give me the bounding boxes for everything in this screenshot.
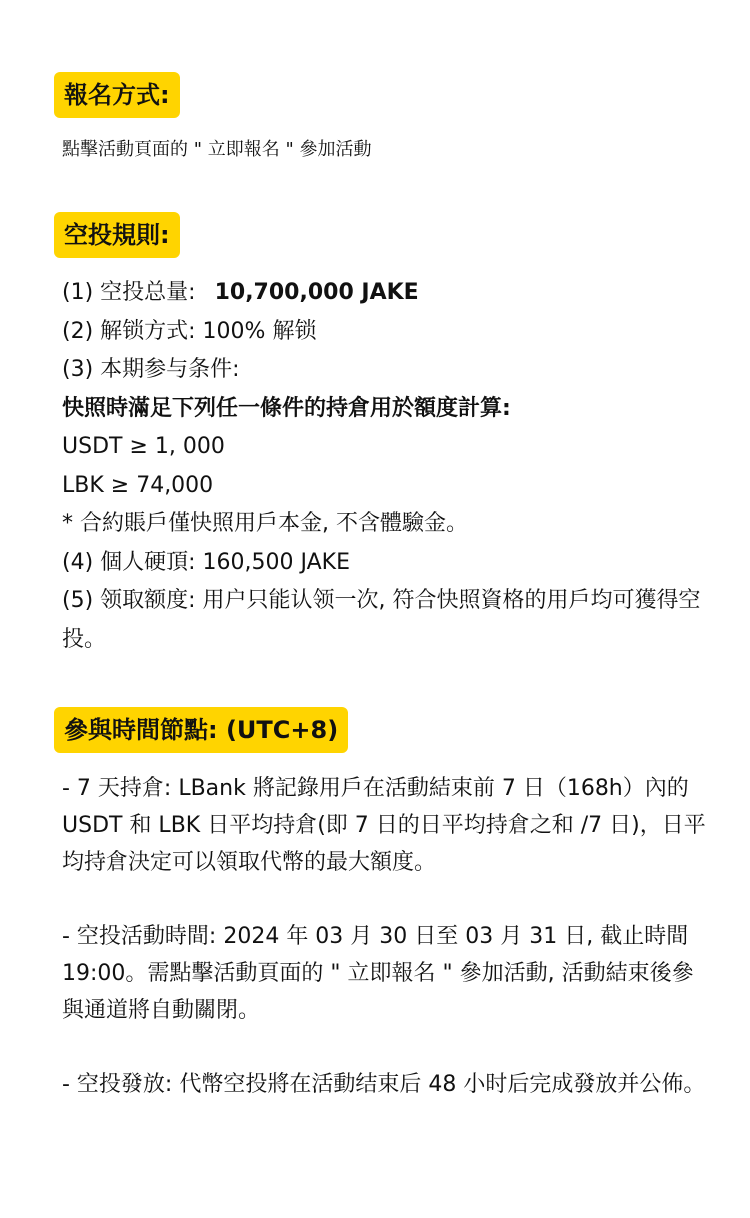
timeline-distribution-paragraph: - 空投發放: 代幣空投將在活動结束后 48 小时后完成發放并公佈。 (62, 1072, 706, 1097)
rule-total-label: (1) 空投总量: (62, 280, 196, 305)
timeline-holding-paragraph: - 7 天持倉: LBank 將記錄用戶在活動結束前 7 日（168h）內的 USDT 和 LBK 日平均持倉(即 7 日的日平均持倉之和 /7 日)，日平均持倉決定可以領取代幣的最大額度。 (62, 776, 706, 875)
rule-conditions: (3) 本期参与条件: (62, 357, 240, 382)
rule-total-value: 10,700,000 JAKE (214, 280, 419, 305)
rule-total (62, 274, 712, 313)
registration-heading: 報名方式: (54, 72, 180, 118)
rule-conditions-bold: 快照時滿足下列任一條件的持倉用於額度計算: (62, 395, 511, 421)
rule-usdt: USDT ≥ 1, 000 (62, 434, 225, 459)
rule-lbk: LBK ≥ 74,000 (62, 472, 214, 498)
rule-note: * 合約賬戶僅快照用戶本金, 不含體驗金。 (62, 511, 468, 536)
timeline-heading: 參與時間節點: (UTC+8) (54, 707, 348, 753)
rule-cap: (4) 個人硬頂: 160,500 JAKE (62, 549, 351, 575)
rule-unlock: (2) 解锁方式: 100% 解锁 (62, 318, 317, 344)
airdrop-rules-list (62, 274, 712, 659)
rule-claim: (5) 领取额度: 用户只能认领一次, 符合快照資格的用戶均可獲得空投。 (62, 588, 701, 652)
airdrop-rules-heading: 空投規則: (54, 212, 180, 258)
registration-text: 點擊活動頁面的 " 立即報名 " 參加活動 (62, 139, 372, 160)
timeline-event-time-paragraph: - 空投活動時間: 2024 年 03 月 30 日至 03 月 31 日, 截止時間 19:00。需點擊活動頁面的 " 立即報名 " 參加活動, 活動結束後參與通道將自動關閉。 (62, 924, 694, 1023)
